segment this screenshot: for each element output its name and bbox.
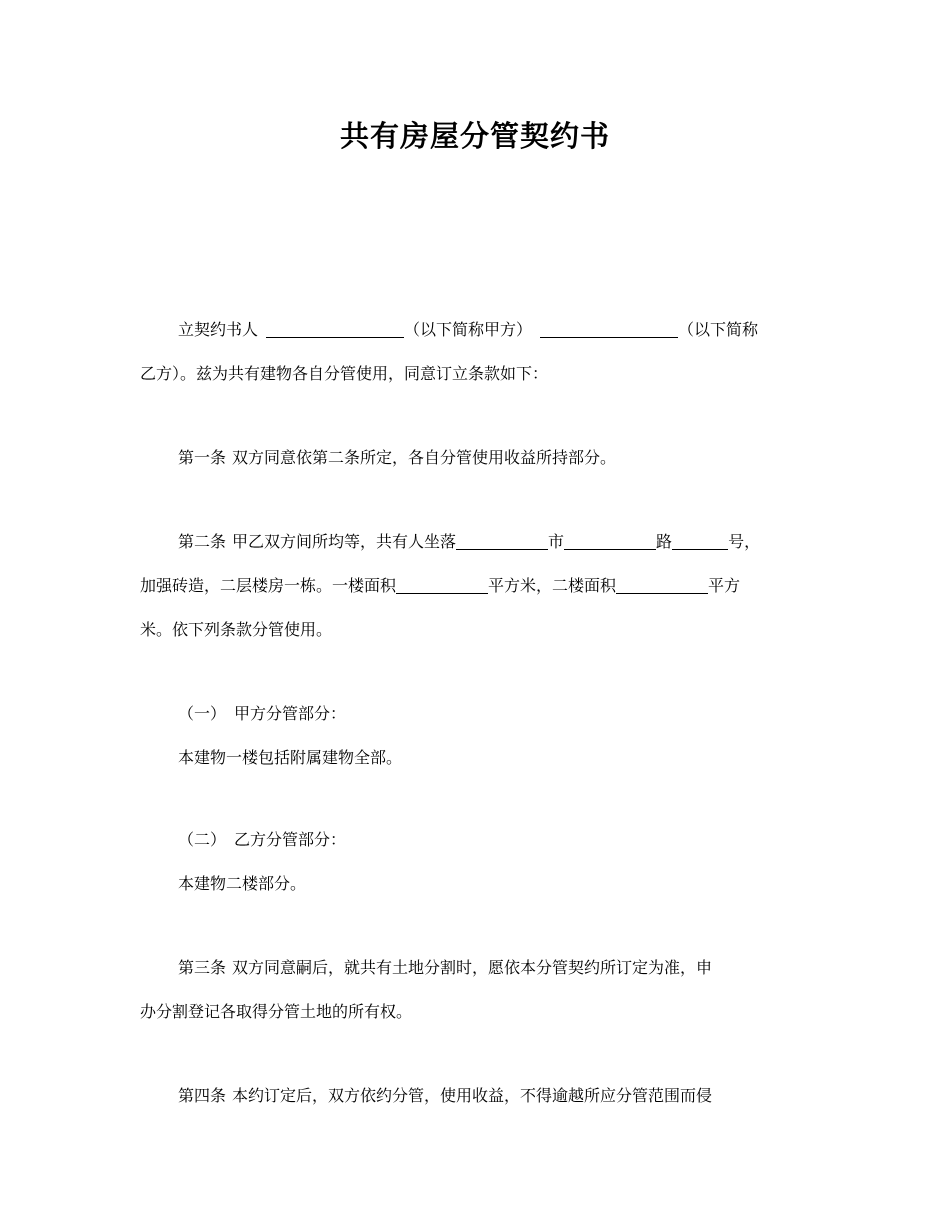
preamble-part1: 立契约书人: [178, 320, 259, 339]
number-blank: [672, 533, 728, 550]
article-3-line-1: [140, 946, 850, 990]
item-1-label: （一）: [178, 704, 227, 723]
item-1-text: 本建物一楼包括附属建物全部。: [178, 748, 403, 767]
article-4-line-1: [140, 1074, 850, 1118]
item-2-title: 乙方分管部分：: [234, 830, 347, 849]
road-blank: [564, 533, 656, 550]
second-floor-area-blank: [616, 577, 708, 594]
preamble-line-1: [140, 308, 850, 352]
article-2-line-2: [140, 564, 812, 608]
party-b-blank: [540, 321, 678, 338]
article-2-line-3: 米。依下列条款分管使用。: [140, 620, 333, 639]
article-2-t3: 路: [656, 532, 673, 551]
first-floor-area-blank: [396, 577, 488, 594]
article-1: [140, 436, 850, 480]
article-3-label: 第三条: [178, 958, 227, 977]
article-3-text-1: 双方同意嗣后，就共有土地分割时，愿依本分管契约所订定为准，申: [232, 958, 713, 977]
item-2-text: 本建物二楼部分。: [178, 874, 307, 893]
article-3-line-2: 办分割登记各取得分管土地的所有权。: [140, 1002, 413, 1021]
city-blank: [456, 533, 548, 550]
item-1-heading: [140, 692, 850, 736]
item-1-title: 甲方分管部分：: [234, 704, 347, 723]
article-4-label: 第四条: [178, 1086, 227, 1105]
item-2-label: （二）: [178, 830, 227, 849]
article-1-label: 第一条: [178, 448, 227, 467]
article-1-text: 双方同意依第二条所定，各自分管使用收益所持部分。: [232, 448, 617, 467]
document-title: 共有房屋分管契约书: [339, 119, 610, 153]
article-2-label: 第二条: [178, 532, 227, 551]
article-2-t1: 甲乙双方间所均等，共有人坐落: [232, 532, 457, 551]
preamble-part2: （以下简称甲方）: [404, 320, 533, 339]
party-a-blank: [266, 321, 404, 338]
article-4-text-1: 本约订定后，双方依约分管，使用收益，不得逾越所应分管范围而侵: [232, 1086, 713, 1105]
item-2-heading: [140, 818, 850, 862]
article-2-t6: 平方米，二楼面积: [488, 576, 617, 595]
article-2-t7: 平方: [708, 576, 741, 595]
article-2-t5: 加强砖造，二层楼房一栋。一楼面积: [140, 576, 397, 595]
preamble-part3: （以下简称: [678, 320, 759, 339]
preamble-line-2: 乙方）。兹为共有建物各自分管使用，同意订立条款如下：: [140, 364, 549, 383]
article-2-t2: 市: [548, 532, 565, 551]
article-2-t4: 号，: [728, 532, 761, 551]
article-2-line-1: [140, 520, 850, 564]
